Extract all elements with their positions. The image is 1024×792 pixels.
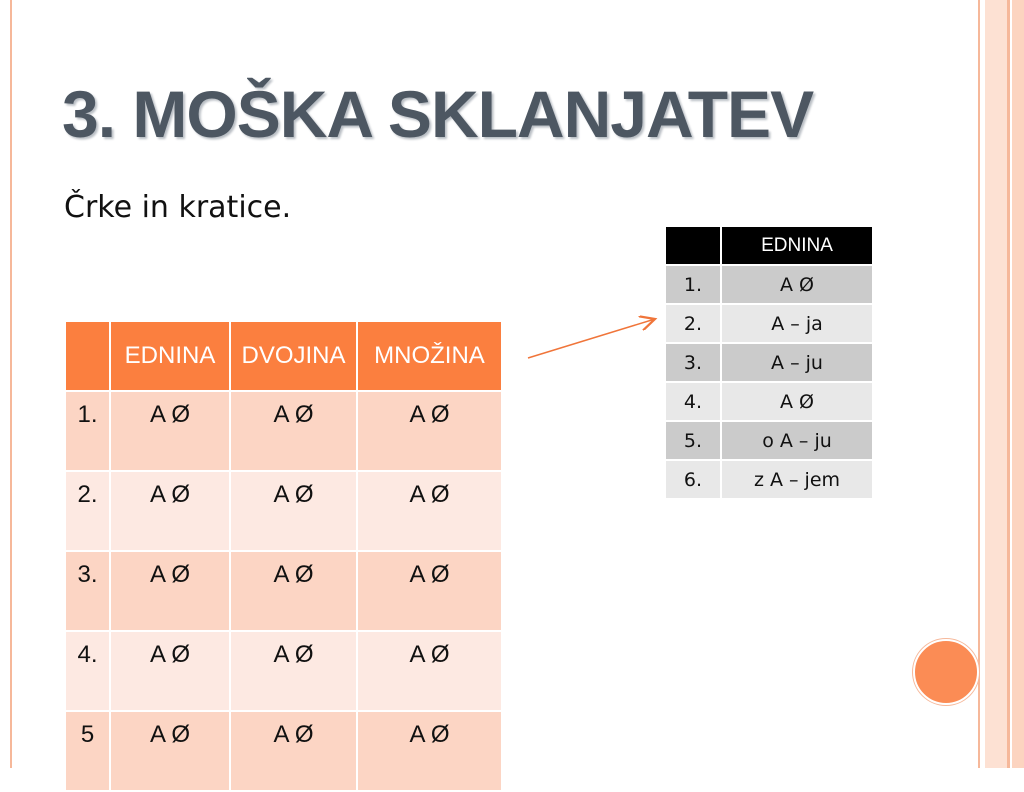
- table-cell: A Ø: [230, 711, 357, 791]
- table-row: [665, 343, 873, 382]
- table-row: [665, 304, 873, 343]
- row-number: 3.: [665, 343, 721, 382]
- header-cell-ednina: EDNINA: [721, 226, 873, 265]
- table-cell: A – ju: [721, 343, 873, 382]
- table-cell: z A – jem: [721, 460, 873, 499]
- table-cell: A Ø: [110, 551, 230, 631]
- table-cell: A Ø: [721, 382, 873, 421]
- singular-table: [664, 225, 874, 500]
- header-cell-empty: [665, 226, 721, 265]
- table-cell: A Ø: [110, 471, 230, 551]
- row-number: 1.: [65, 391, 110, 471]
- row-number: 5: [65, 711, 110, 791]
- table-cell: A Ø: [230, 471, 357, 551]
- row-number: 6.: [665, 460, 721, 499]
- table-cell: A Ø: [357, 631, 502, 711]
- table-cell: A Ø: [110, 711, 230, 791]
- table-cell: A Ø: [230, 391, 357, 471]
- table-cell: A Ø: [357, 391, 502, 471]
- table-cell: A Ø: [230, 551, 357, 631]
- header-cell-mnozina: MNOŽINA: [357, 321, 502, 391]
- header-cell-dvojina: DVOJINA: [230, 321, 357, 391]
- row-number: 3.: [65, 551, 110, 631]
- row-number: 2.: [65, 471, 110, 551]
- table-row: [665, 421, 873, 460]
- row-number: 4.: [665, 382, 721, 421]
- slide-title: 3. MOŠKA SKLANJATEV: [62, 77, 814, 151]
- table-cell: o A – ju: [721, 421, 873, 460]
- table-cell: A Ø: [357, 471, 502, 551]
- table-row: [665, 265, 873, 304]
- table-cell: A Ø: [110, 391, 230, 471]
- table-row: [665, 382, 873, 421]
- table-cell: A – ja: [721, 304, 873, 343]
- table-cell: A Ø: [110, 631, 230, 711]
- table-cell: A Ø: [721, 265, 873, 304]
- arrow-line: [528, 319, 655, 358]
- table-cell: A Ø: [230, 631, 357, 711]
- singular-table-header: [665, 226, 873, 265]
- table-cell: A Ø: [357, 711, 502, 791]
- table-cell: A Ø: [357, 551, 502, 631]
- table-row: [665, 460, 873, 499]
- slide-subtitle: Črke in kratice.: [64, 190, 292, 225]
- row-number: 2.: [665, 304, 721, 343]
- row-number: 1.: [665, 265, 721, 304]
- header-cell-ednina: EDNINA: [110, 321, 230, 391]
- row-number: 4.: [65, 631, 110, 711]
- row-number: 5.: [665, 421, 721, 460]
